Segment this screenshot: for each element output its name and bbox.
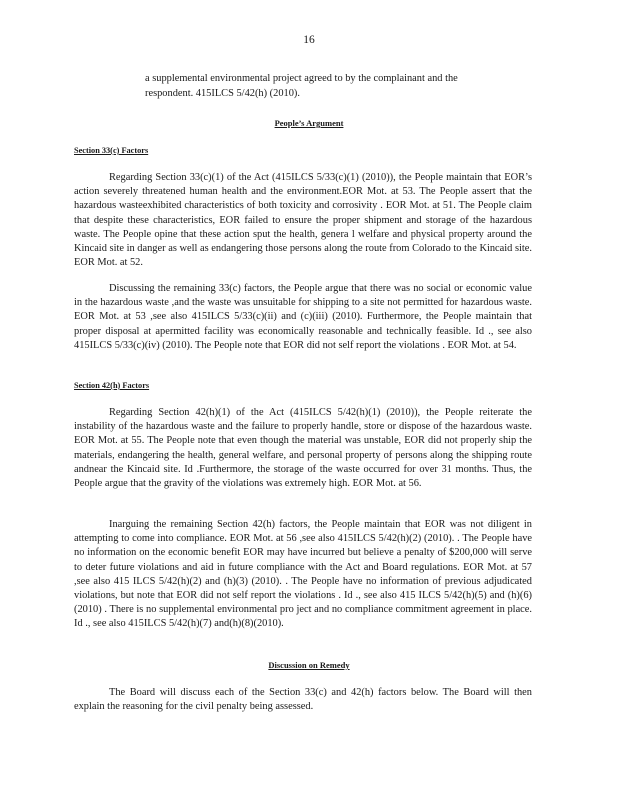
intro-paragraph: a supplemental environmental project agreed to by the complainant and the respondent. 415ILCS 5/42(h) (2010). bbox=[145, 73, 458, 99]
peoples-argument-heading-text: People’s Argument bbox=[274, 118, 344, 128]
section-33c-paragraph-2: Discussing the remaining 33(c) factors, the People argue that there was no social or economic value in the hazardous waste ,and the waste was unsuitable for shipping to a site not permitted for hazardous waste. EOR Mot. at 53 ,see also 415ILCS 5/33(c)(ii) and (c)(iii) (2010). Furthermore, the People maintain that proper disposal at apermitted facility was economically reasonable and technically feasible. Id ., see also 415ILCS 5/33(c)(iv) (2010). The People note that EOR did not self report the violations . EOR Mot. at 54. bbox=[74, 283, 532, 351]
discussion-on-remedy-heading bbox=[0, 660, 618, 670]
remedy-paragraph: The Board will discuss each of the Section 33(c) and 42(h) factors below. The Board will then explain the reasoning for the civil penalty being assessed. bbox=[74, 687, 532, 713]
section-33c-paragraph-1: Regarding Section 33(c)(1) of the Act (415ILCS 5/33(c)(1) (2010)), the People maintain that EOR’s action severely threatened human health and the environment.EOR Mot. at 53. The People assert that the hazardous wasteexhibited characteristics of both toxicity and corrosivity . EOR Mot. at 51. The People claim that despite these characteristics, EOR failed to ensure the proper shipment and storage of the hazardous waste. The People opine that these action sput the health, genera l welfare and physical property around the Kincaid site in danger as well as endangering those persons along the route from Colorado to the Kincaid site. EOR Mot. at 52. bbox=[74, 172, 532, 269]
section-42h-paragraph-2: Inarguing the remaining Section 42(h) factors, the People maintain that EOR was not diligent in attempting to come into compliance. EOR Mot. at 56 ,see also 415ILCS 5/42(h)(2) (2010). . The People have no information on the economic benefit EOR may have incurred but believe a penalty of $200,000 will serve to deter future violations and aid in future compliance with the Act and Board regulations. EOR Mot. at 57 ,see also 415 ILCS 5/42(h)(2) and (h)(3) (2010). . The People have no information of previous adjudicated violations, but note that EOR did not self report the violations . Id ., see also 415 ILCS 5/42(h)(5) and (h)(6) (2010) . There is no supplemental environmental pro ject and no compliance commitment agreement in place. Id ., see also 415ILCS 5/42(h)(7) and(h)(8)(2010). bbox=[74, 519, 532, 630]
page-number: 16 bbox=[303, 34, 315, 46]
section-42h-paragraph-1: Regarding Section 42(h)(1) of the Act (415ILCS 5/42(h)(1) (2010)), the People reiterate the instability of the hazardous waste and the failure to properly handle, store or dispose of the hazardous waste. EOR Mot. at 55. The People note that even though the material was unstable, EOR did not properly ship the materials, endangering the health, general welfare, and personal property of persons along the shipping route andnear the Kincaid site. Id .Furthermore, the storage of the waste occurred for over 31 months. Thus, the People argue that the gravity of the violations was extremely high. EOR Mot. at 56. bbox=[74, 407, 532, 490]
peoples-argument-heading bbox=[0, 118, 618, 128]
section-42h-heading: Section 42(h) Factors bbox=[74, 381, 150, 390]
discussion-on-remedy-heading-text: Discussion on Remedy bbox=[268, 660, 350, 670]
section-33c-heading: Section 33(c) Factors bbox=[74, 146, 149, 155]
